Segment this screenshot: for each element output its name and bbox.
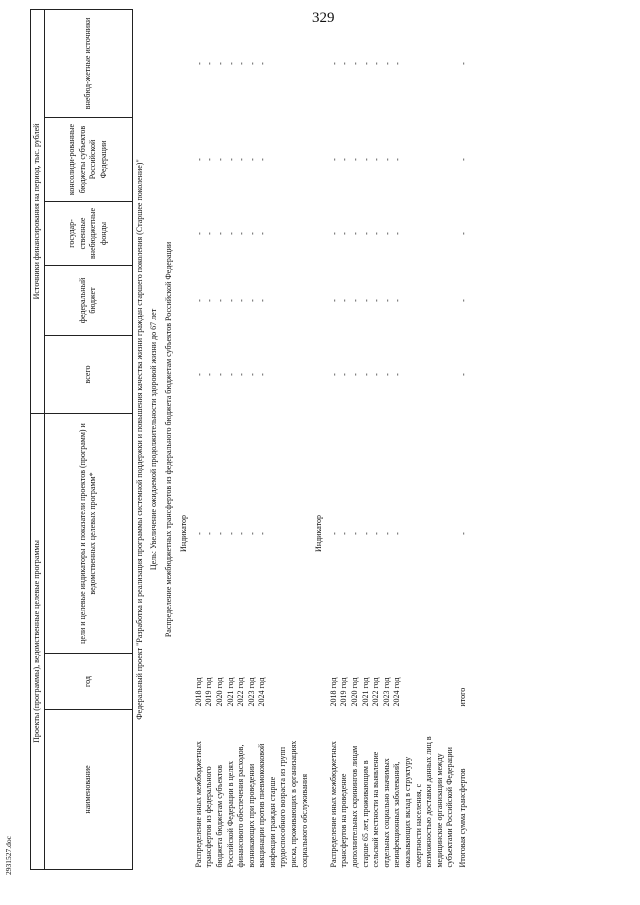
total-consolidated: - <box>458 158 468 161</box>
col-total: всего <box>44 335 132 413</box>
total-federal: - <box>458 299 468 302</box>
project-title: Федеральный проект "Разработка и реализация программы системной поддержки и повышения качества жизни граждан старшего поколения (Старшее поколение)" <box>134 159 144 720</box>
header-projects: Проекты (программы), ведомственные целевые программы <box>31 413 45 869</box>
col-goals: цели и целевые индикаторы и показатели проектов (программ) и ведомственных целевых программ* <box>44 413 132 653</box>
federal-values: - - - - - - - <box>329 299 403 302</box>
state-funds-values: - - - - - - - <box>329 232 403 235</box>
total-values: - - - - - - - <box>329 373 403 376</box>
row-name: Распределение иных межбюджетных трансфертов из федерального бюджета бюджетам субъектов Российской Федерации в целях финансового обеспечения расходов, возникающих при проведении вакцинации против пневмококковой инфекции граждан старше трудоспособного возраста из групп риска, проживающих в организациях социального обслуживания <box>193 740 309 868</box>
total-offbudget: - <box>458 62 468 65</box>
goals-values: - - - - - - - <box>329 532 403 535</box>
row-years: 2018 год 2019 год 2020 год 2021 год 2022 год 2023 год 2024 год <box>328 677 402 707</box>
col-name: наименование <box>44 710 132 870</box>
total-state-funds: - <box>458 232 468 235</box>
col-consolidated: консолиди-рованные бюджеты субъектов Российской Федерации <box>44 117 132 201</box>
total-total: - <box>458 373 468 376</box>
consolidated-values: - - - - - - - <box>329 158 403 161</box>
row-name: Распределение иных межбюджетных трансфертов на проведение дополнительных скринингов лицам старше 65 лет, проживающим в сельской местности на выявление отдельных социально значимых неинфекционных заболеваний, оказывающих вклад в структуру смертности населения, с возможностью доставки данных лиц в медицинские организации между субъектами Российской Федерации <box>328 736 455 868</box>
row-years: 2018 год 2019 год 2020 год 2021 год 2022 год 2023 год 2024 год <box>193 677 267 707</box>
total-goals: - <box>458 532 468 535</box>
indicator-label: Индикатор <box>314 515 324 552</box>
indicator-label: Индикатор <box>179 515 189 552</box>
consolidated-values: - - - - - - - <box>194 158 268 161</box>
header-sources: Источники финансирования на период, тыс. рублей <box>31 9 45 413</box>
col-year: год <box>44 654 132 710</box>
offbudget-values: - - - - - - - <box>194 62 268 65</box>
total-name: Итоговая сумма трансфертов <box>457 768 467 868</box>
federal-values: - - - - - - - <box>194 299 268 302</box>
table-row <box>328 9 457 869</box>
goals-values: - - - - - - - <box>194 532 268 535</box>
offbudget-values: - - - - - - - <box>329 62 403 65</box>
section-subtitle: Распределение межбюджетных трансфертов из федерального бюджета бюджетам субъектов Российской Федерации <box>163 241 173 638</box>
total-row <box>457 9 471 869</box>
project-goal: Цель: Увеличение ожидаемой продолжительности здоровой жизни до 67 лет <box>149 308 159 571</box>
header-columns-row <box>44 9 132 869</box>
col-federal: федеральный бюджет <box>44 265 132 335</box>
total-values: - - - - - - - <box>194 373 268 376</box>
total-year: итого <box>457 687 467 707</box>
col-state-funds: государ-ственные внебюджетные фонды <box>44 201 132 265</box>
budget-table <box>30 9 470 870</box>
state-funds-values: - - - - - - - <box>194 232 268 235</box>
header-group-row <box>31 9 45 869</box>
page-number: 329 <box>312 10 335 26</box>
table-row <box>193 9 312 869</box>
footer-filename: 2931527.doc <box>4 836 13 875</box>
col-offbudget: внебюд-жетные источники <box>44 9 132 117</box>
